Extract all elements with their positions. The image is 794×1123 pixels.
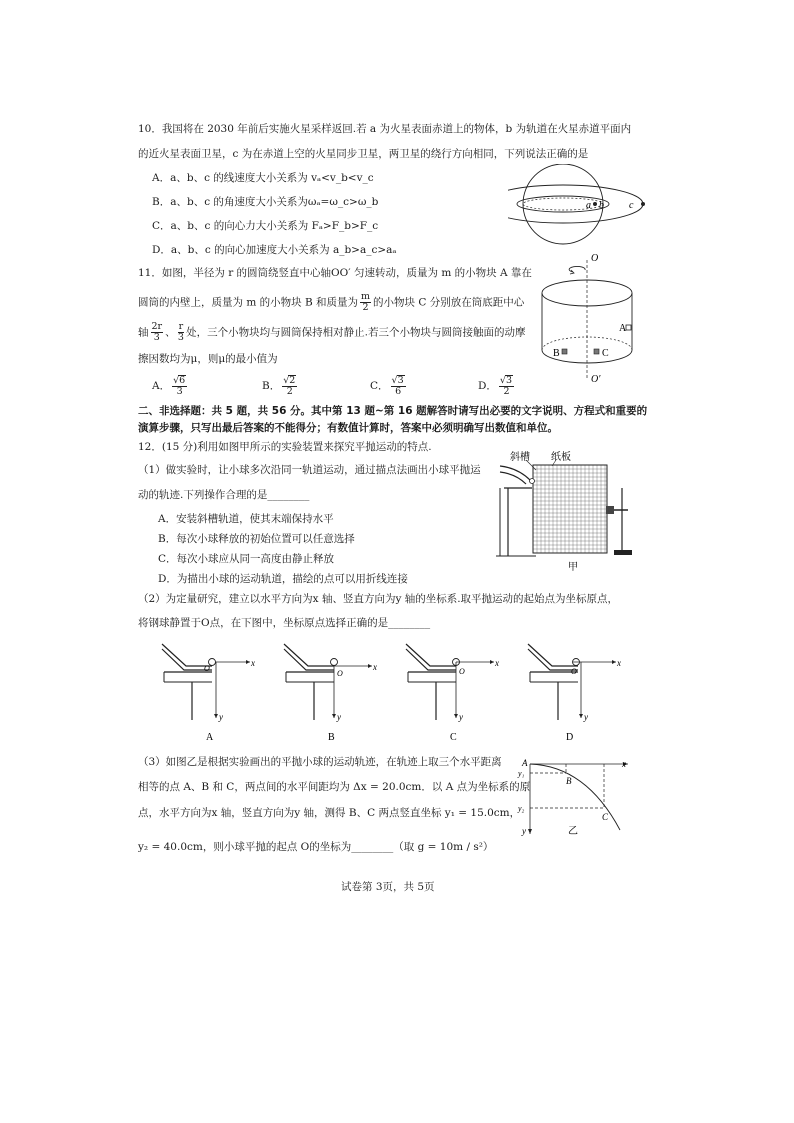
fraction-m-over-2: $\frac{m}{2}$ — [361, 291, 371, 313]
y1-label: y₁ — [518, 769, 525, 778]
figure-caption: A — [206, 732, 214, 742]
axis-y-label: y — [584, 712, 588, 722]
q11-stem-line2 — [138, 292, 524, 313]
apparatus-figure-jia — [496, 448, 646, 576]
origin-label: O — [571, 667, 577, 676]
q12-part1-option-c: C．每次小球应从同一高度由静止释放 — [158, 553, 335, 565]
label-block-b: B — [553, 348, 560, 359]
q10-stem-line2: 的近火星表面卫星，c 为在赤道上空的火星同步卫星，两卫星的绕行方向相同，下列说法正确的是 — [138, 148, 589, 160]
figure-caption: D — [566, 732, 574, 742]
section2-heading-line1: 二、非选择题：共 5 题，共 56 分。其中第 13 题~第 16 题解答时请写出必要的文字说明、方程式和重要的 — [138, 405, 648, 417]
coord-figure-c — [404, 640, 504, 742]
q11-option-d: D． $\frac{√3}{2}$ — [478, 375, 513, 397]
q11-option-c: C． $\frac{√3}{6}$ — [370, 375, 404, 397]
coord-figure-a — [160, 640, 260, 742]
q11-option-b: B． $\frac{√2}{2}$ — [262, 375, 296, 397]
label-chute: 斜槽 — [510, 452, 530, 463]
q12-stem: 12．(15 分)利用如图甲所示的实验装置来探究平抛运动的特点. — [138, 441, 432, 453]
q10-option-d: D．a、b、c 的向心加速度大小关系为 a_b>a_c>aₐ — [152, 244, 397, 256]
label-a: a — [586, 200, 591, 211]
point-c-label: C — [602, 812, 609, 822]
q11-stem-line1: 11．如图，半径为 r 的圆筒绕竖直中心轴OO′ 匀速转动，质量为 m 的小物块 A 靠在 — [138, 267, 532, 279]
q11-stem-line4: 擦因数均为μ，则μ的最小值为 — [138, 353, 278, 365]
axis-x-label: x — [373, 662, 377, 672]
coord-figure-b — [282, 640, 382, 742]
axis-y-label: y — [459, 712, 463, 722]
q12-part1-option-b: B．每次小球释放的初始位置可以任意选择 — [158, 533, 355, 545]
q11-stem-line3: 轴 $\frac{2r}{3}$ 、 $\frac{r}{3}$ 处，三个小物块均与圆筒保持相对静止.若三个小物块与圆筒接触面的动摩 — [138, 321, 526, 343]
q10-stem-line1: 10．我国将在 2030 年前后实施火星采样返回.若 a 为火星表面赤道上的物体，b 为轨道在火星赤道平面内 — [138, 123, 632, 135]
axis-x-label: x — [617, 658, 621, 668]
label-block-c: C — [602, 348, 609, 359]
axis-y-label: y — [337, 712, 341, 722]
label-yi: 乙 — [568, 826, 578, 837]
q12-part3-line1: （3）如图乙是根据实验画出的平抛小球的运动轨迹，在轨迹上取三个水平距离 — [138, 756, 502, 768]
figure-caption: B — [328, 732, 335, 742]
axis-x-label: x — [495, 658, 499, 668]
fraction-2r-over-3: $\frac{2r}{3}$ — [151, 321, 163, 343]
q12-part2-line2: 将钢球静置于O点，在下图中，坐标原点选择正确的是________ — [138, 617, 431, 629]
q11-option-a: A． $\frac{√6}{3}$ — [152, 375, 186, 397]
figure-caption: C — [450, 732, 457, 742]
q12-part2-line1: （2）为定量研究，建立以水平方向为x 轴、竖直方向为y 轴的坐标系.取平抛运动的起始点为坐标原点， — [138, 593, 619, 605]
point-a-label: A — [522, 758, 528, 768]
label-o-bottom: O′ — [591, 374, 601, 385]
q12-part1-option-a: A．安装斜槽轨道，使其末端保持水平 — [158, 513, 334, 525]
q12-part1-option-d: D．为描出小球的运动轨道，描绘的点可以用折线连接 — [158, 573, 408, 585]
q12-part3-line4: y₂ = 40.0cm，则小球平抛的起点 O的坐标为________（取 g = 10m / s²） — [138, 841, 494, 853]
axis-x-label: x — [251, 658, 255, 668]
origin-label: O — [459, 667, 465, 676]
origin-label: O — [204, 664, 210, 673]
q12-part3-line3: 点，水平方向为x 轴，竖直方向为y 轴，测得 B、C 两点竖直坐标 y₁ = 15.0cm， — [138, 807, 521, 819]
page-footer: 试卷第 3页，共 5页 — [341, 881, 435, 893]
section2-heading-line2: 演算步骤，只写出最后答案的不能得分；有数值计算时，答案中必须明确写出数值和单位。 — [138, 422, 558, 434]
label-paper: 纸板 — [551, 452, 571, 463]
axis-y-label: y — [219, 712, 223, 722]
q12-part1-line2: 动的轨迹.下列操作合理的是________ — [138, 489, 310, 501]
label-b: b — [599, 200, 604, 211]
label-block-a: A — [619, 323, 627, 334]
axis-x-label: x — [622, 759, 626, 769]
q12-part3-line2: 相等的点 A、B 和 C，两点间的水平间距均为 Δx = 20.0cm．以 A 点为坐标系的原 — [138, 781, 531, 793]
q11-stem2-text-b: 的小物块 C 分别放在筒底距中心 — [373, 296, 525, 309]
q11-stem2-text-a: 圆筒的内壁上，质量为 m 的小物块 B 和质量为 — [138, 296, 359, 309]
label-o-top: O — [591, 253, 599, 264]
coord-figure-d — [526, 640, 626, 742]
y2-label: y₂ — [518, 804, 525, 813]
axis-y-label: y — [522, 826, 526, 836]
label-jia: 甲 — [568, 562, 578, 573]
cylinder-figure — [535, 250, 645, 388]
label-c: c — [629, 200, 634, 211]
q12-part1-line1: （1）做实验时，让小球多次沿同一轨道运动，通过描点法画出小球平抛运 — [138, 464, 481, 476]
mars-orbit-figure — [508, 164, 648, 254]
fraction-r-over-3: $\frac{r}{3}$ — [177, 321, 184, 343]
point-b-label: B — [566, 776, 572, 786]
origin-label: O — [337, 669, 343, 678]
q10-option-c: C．a、b、c 的向心力大小关系为 Fₐ>F_b>F_c — [152, 220, 379, 232]
q10-option-b: B．a、b、c 的角速度大小关系为ωₐ=ω_c>ω_b — [152, 196, 379, 208]
trajectory-figure-yi — [516, 756, 632, 840]
q10-option-a: A．a、b、c 的线速度大小关系为 vₐ<v_b<v_c — [152, 172, 374, 184]
